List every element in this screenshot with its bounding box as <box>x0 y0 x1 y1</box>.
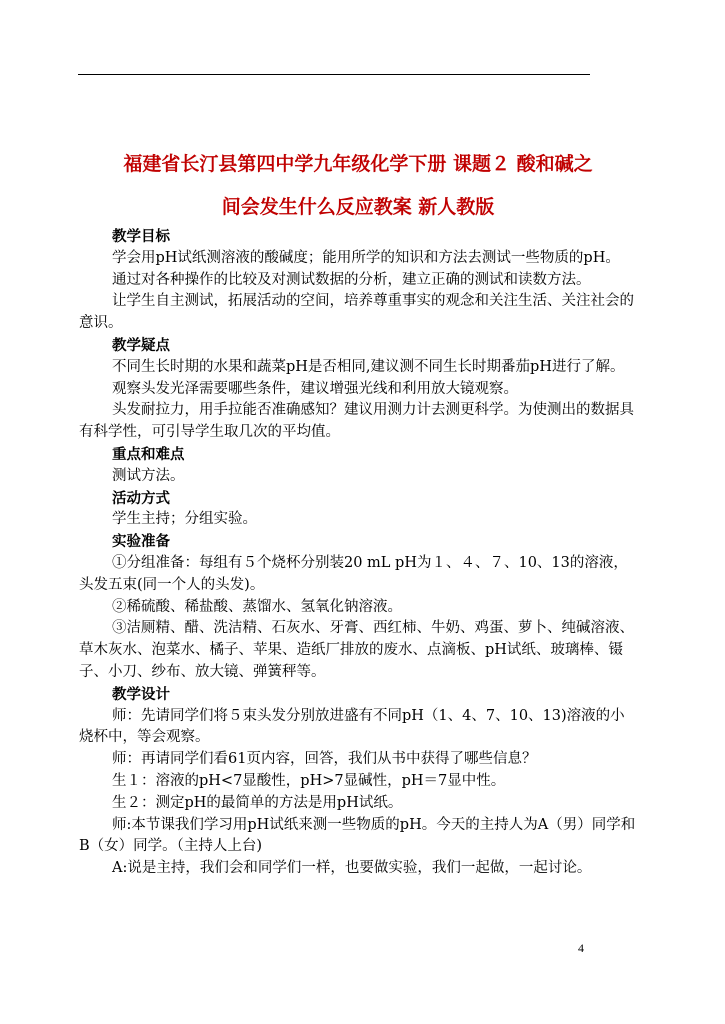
section-heading: 活动方式 <box>112 489 170 507</box>
paragraph: 师:本节课我们学习用pH试纸来测一些物质的pH。今天的主持人为A（男）同学和B（女）同学。（主持人上台) <box>79 816 636 855</box>
paragraph: 观察头发光泽需要哪些条件，建议增强光线和利用放大镜观察。 <box>112 380 518 397</box>
paragraph: ①分组准备：每组有５个烧杯分别装20 mL pH为１、４、７、10、13的溶液，头发五束(同一个人的头发)。 <box>79 554 628 593</box>
paragraph: 头发耐拉力，用手拉能否准确感知？建议用测力计去测更科学。为使测出的数据具有科学性，可引导学生取几次的平均值。 <box>79 402 634 441</box>
paragraph: 生２：测定pH的最简单的方法是用pH试纸。 <box>112 794 403 811</box>
paragraph: ②稀硫酸、稀盐酸、蒸馏水、氢氧化钠溶液。 <box>112 598 402 615</box>
section-heading: 教学目标 <box>112 228 170 245</box>
page-number: 4 <box>578 941 584 955</box>
paragraph: 学生主持；分组实验。 <box>112 511 257 528</box>
section-heading: 重点和难点 <box>112 445 185 463</box>
paragraph: 生１：溶液的pH<7显酸性，pH>7显碱性，pH＝7显中性。 <box>112 772 506 789</box>
paragraph: 师：再请同学们看61页内容，回答，我们从书中获得了哪些信息？ <box>112 751 537 768</box>
paragraph: ③洁厕精、醋、洗洁精、石灰水、牙膏、西红柿、牛奶、鸡蛋、萝卜、纯碱溶液、草木灰水、泡菜水、橘子、苹果、造纸厂排放的废水、点滴板、pH试纸、玻璃棒、镊子、小刀、纱布、放大镜、弹簧秤等。 <box>79 620 634 680</box>
paragraph: 不同生长时期的水果和蔬菜pH是否相同,建议测不同生长时期番茄pH进行了解。 <box>112 358 625 375</box>
paragraph: A:说是主持，我们会和同学们一样，也要做实验，我们一起做，一起讨论。 <box>112 860 592 877</box>
section-heading: 教学疑点 <box>112 336 170 354</box>
paragraph: 通过对各种操作的比较及对测试数据的分析，建立正确的测试和读数方法。 <box>112 271 591 288</box>
section-heading: 实验准备 <box>112 533 170 551</box>
section-heading: 教学设计 <box>112 685 170 703</box>
paragraph: 测试方法。 <box>112 467 185 484</box>
document-title-line-2: 间会发生什么反应教案 新人教版 <box>221 196 495 218</box>
header-rule <box>78 74 590 75</box>
paragraph: 学会用pH试纸测溶液的酸碱度；能用所学的知识和方法去测试一些物质的pH。 <box>112 249 620 266</box>
paragraph: 师：先请同学们将５束头发分别放进盛有不同pH（1、4、7、10、13)溶液的小烧杯中，等会观察。 <box>79 707 625 746</box>
paragraph: 让学生自主测试，拓展活动的空间，培养尊重事实的观念和关注生活、关注社会的意识。 <box>79 293 634 332</box>
document-title-line-1: 福建省长汀县第四中学九年级化学下册 课题２ 酸和碱之 <box>123 153 593 175</box>
document-body <box>79 226 639 880</box>
